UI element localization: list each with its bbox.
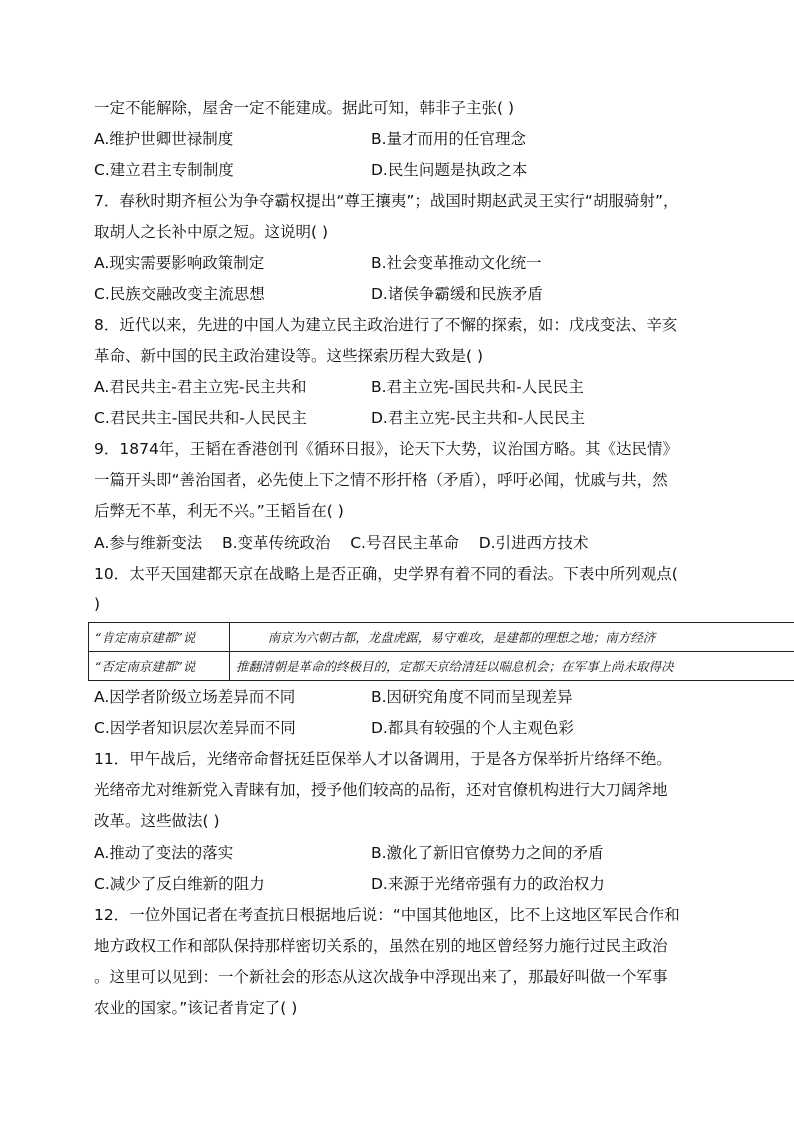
q12-line-4: 农业的国家。”该记者肯定了( ): [94, 999, 298, 1017]
table-cell-value: 推翻清朝是革命的终极目的，定都天京给清廷以喘息机会；在军事上尚未取得决: [230, 652, 794, 681]
q9-options: A.参与维新变法 B.变革传统政治 C.号召民主革命 D.引进西方技术: [94, 534, 589, 552]
q10-option-c: C.因学者知识层次差异而不同: [94, 719, 296, 737]
table-row: [89, 652, 794, 681]
q9-line-1: 9．1874年，王韬在香港创刊《循环日报》，论天下大势，议治国方略。其《达民情》: [94, 440, 679, 458]
q6-option-a: A.维护世卿世禄制度: [94, 130, 234, 148]
q7-option-a: A.现实需要影响政策制定: [94, 254, 265, 272]
table-cell-key: “否定南京建都”说: [89, 652, 230, 681]
q7-line-1: 7．春秋时期齐桓公为争夺霸权提出“尊王攘夷”；战国时期赵武灵王实行“胡服骑射”，: [94, 192, 679, 210]
q7-option-d: D.诸侯争霸缓和民族矛盾: [371, 285, 543, 303]
q10-option-d: D.都具有较强的个人主观色彩: [371, 719, 574, 737]
q10-line-1: 10．太平天国建都天京在战略上是否正确，史学界有着不同的看法。下表中所列观点(: [94, 565, 678, 583]
q10-line-2: ): [94, 595, 101, 613]
q8-line-1: 8．近代以来，先进的中国人为建立民主政治进行了不懈的探索，如：戊戌变法、辛亥: [94, 316, 678, 334]
q10-option-b: B.因研究角度不同而呈现差异: [371, 688, 573, 706]
q12-line-1: 12．一位外国记者在考查抗日根据地后说：“中国其他地区，比不上这地区军民合作和: [94, 906, 680, 924]
q8-option-b: B.君主立宪-国民共和-人民民主: [371, 378, 584, 396]
q7-option-c: C.民族交融改变主流思想: [94, 285, 265, 303]
q8-option-d: D.君主立宪-民主共和-人民民主: [371, 409, 586, 427]
q11-option-a: A.推动了变法的落实: [94, 844, 234, 862]
q10-viewpoint-table: [88, 622, 794, 681]
table-cell-value: 南京为六朝古都，龙盘虎踞，易守难攻，是建都的理想之地；南方经济: [230, 623, 794, 652]
q9-line-3: 后弊无不革，利无不兴。”王韬旨在( ): [94, 502, 344, 520]
q11-line-1: 11．甲午战后，光绪帝命督抚廷臣保举人才以备调用，于是各方保举折片络绎不绝。: [94, 750, 672, 768]
q11-option-b: B.激化了新旧官僚势力之间的矛盾: [371, 844, 604, 862]
q11-line-3: 改革。这些做法( ): [94, 812, 220, 830]
q6-option-b: B.量才而用的任官理念: [371, 130, 527, 148]
q11-option-c: C.减少了反白维新的阻力: [94, 875, 265, 893]
q12-line-2: 地方政权工作和部队保持那样密切关系的，虽然在别的地区曾经努力施行过民主政治: [94, 937, 668, 955]
q8-line-2: 革命、新中国的民主政治建设等。这些探索历程大致是( ): [94, 347, 484, 365]
q9-line-2: 一篇开头即“善治国者，必先使上下之情不形扞格（矛盾），呼吁必闻，忧戚与共，然: [94, 471, 668, 489]
q8-option-c: C.君民共主-国民共和-人民民主: [94, 409, 307, 427]
table-cell-key: “肯定南京建都”说: [89, 623, 230, 652]
q6-text: 一定不能解除，屋舍一定不能建成。据此可知，韩非子主张( ): [94, 99, 515, 117]
q10-option-a: A.因学者阶级立场差异而不同: [94, 688, 296, 706]
q7-option-b: B.社会变革推动文化统一: [371, 254, 542, 272]
q11-option-d: D.来源于光绪帝强有力的政治权力: [371, 875, 605, 893]
q6-option-d: D.民生问题是执政之本: [371, 161, 528, 179]
q12-line-3: 。这里可以见到：一个新社会的形态从这次战争中浮现出来了，那最好叫做一个军事: [94, 968, 668, 986]
q6-option-c: C.建立君主专制制度: [94, 161, 234, 179]
q8-option-a: A.君民共主-君主立宪-民主共和: [94, 378, 307, 396]
q7-line-2: 取胡人之长补中原之短。这说明( ): [94, 223, 329, 241]
q11-line-2: 光绪帝尤对维新党入青睐有加，授予他们较高的品衔，还对官僚机构进行大刀阔斧地: [94, 781, 668, 799]
table-row: [89, 623, 794, 652]
